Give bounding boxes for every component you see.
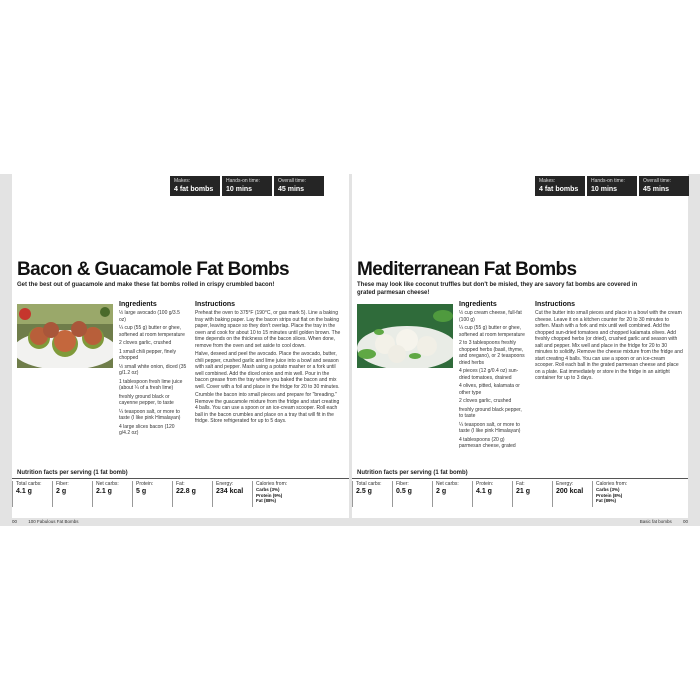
recipe-meta — [535, 176, 689, 196]
nutrition-cell — [392, 481, 432, 507]
ingredient-item: ¼ cup (55 g) butter or ghee, softened at room temperature — [459, 325, 525, 338]
nutrition-value: 2 g — [436, 488, 447, 495]
nutrition-value: 2.5 g — [356, 488, 372, 495]
recipe-photo — [17, 304, 113, 368]
bacon-guacamole-photo — [17, 304, 113, 368]
page-number-right: 00 — [682, 519, 688, 524]
nutrition-cell — [472, 481, 512, 507]
book-spread — [0, 174, 700, 526]
nutrition-label: Total carbs: — [16, 481, 42, 487]
hands-on-label: Hands-on time: — [591, 178, 625, 184]
ingredient-item: ¼ teaspoon salt, or more to taste (I like pink Himalayan) — [459, 421, 521, 434]
nutrition-cell — [352, 481, 392, 507]
recipe-subtitle: These may look like coconut truffles but don't be misled, they are savory fat bombs are covered in grated parmesan cheese! — [357, 282, 638, 296]
overall-value: 45 mins — [643, 186, 670, 193]
calories-from-protein: Protein (9%) — [256, 492, 283, 498]
instructions-heading: Instructions — [195, 301, 236, 308]
overall-box — [639, 176, 689, 196]
instructions-heading: Instructions — [535, 301, 576, 308]
nutrition-label: Fat: — [176, 481, 185, 487]
makes-value: 4 fat bombs — [539, 186, 579, 193]
ingredient-item: freshly ground black or cayenne pepper, to taste — [119, 393, 174, 406]
instructions-section — [195, 301, 343, 427]
nutrition-value: 2.1 g — [96, 488, 112, 495]
nutrition-label: Net carbs: — [436, 481, 459, 487]
nutrition-label: Protein: — [476, 481, 494, 487]
nutrition-value: 22.8 g — [176, 488, 196, 495]
calories-from-carbs: Carbs (3%) — [256, 487, 280, 492]
nutrition-label: Net carbs: — [96, 481, 119, 487]
recipe-subtitle: Get the best out of guacamole and make these fat bombs rolled in crispy crumbled bacon! — [17, 282, 275, 288]
nutrition-cell — [432, 481, 472, 507]
instruction-paragraph: Cut the butter into small pieces and place in a bowl with the cream cheese. Leave it on a kitchen counter for 20 to 30 minutes to soften. Mash with a fork and mix until well combined. Add the chopped sun-dried tomatoes and chopped kalamata olives. Add freshly chopped herbs (or dried), crushed garlic and season with salt and pepper. Mix well and place in the fridge for 20 to 30 minutes to solidify. Remove the cheese mixture from the fridge and start creating 4 balls. You can use a spoon or an ice-cream scooper. Roll each ball in the grated parmesan cheese and place on a plate. Eat immediately or store in the fridge in an airtight container for up to 3 days. — [535, 310, 683, 381]
recipe-photo — [357, 304, 453, 368]
calories-from-protein: Protein (8%) — [596, 492, 623, 498]
nutrition-cell — [552, 481, 592, 507]
nutrition-label: Total carbs: — [356, 481, 382, 487]
ingredients-section — [459, 301, 527, 452]
ingredients-heading: Ingredients — [119, 301, 157, 308]
nutrition-heading: Nutrition facts per serving (1 fat bomb) — [17, 470, 128, 476]
nutrition-heading: Nutrition facts per serving (1 fat bomb) — [357, 470, 468, 476]
overall-box — [274, 176, 324, 196]
ingredient-item: ½ small white onion, diced (35 g/1.2 oz) — [119, 363, 187, 376]
right-page — [352, 174, 688, 518]
nutrition-value: 234 kcal — [216, 488, 244, 495]
ingredient-item: ¼ cup (55 g) butter or ghee, softened at room temperature — [119, 325, 185, 338]
hands-on-box — [222, 176, 272, 196]
recipe-title: Mediterranean Fat Bombs — [357, 259, 577, 280]
calories-from-fat: Fat (88%) — [256, 498, 277, 504]
makes-label: Makes: — [174, 178, 191, 184]
ingredient-item: ½ cup cream cheese, full-fat (100 g) — [459, 310, 522, 323]
book-title-footer: 100 Fabulous Fat Bombs — [28, 519, 79, 524]
hands-on-label: Hands-on time: — [226, 178, 260, 184]
footer-right — [640, 518, 688, 526]
instructions-section — [535, 301, 683, 384]
ingredient-item: ¼ teaspoon salt, or more to taste (I like pink Himalayan) — [119, 408, 181, 421]
footer-left — [12, 518, 79, 526]
nutrition-value: 4.1 g — [16, 488, 32, 495]
overall-label: Overall time: — [278, 178, 307, 184]
instruction-paragraph: Halve, deseed and peel the avocado. Place the avocado, butter, chili pepper, crushed garlic and lime juice into a bowl and season with salt and pepper. Mash using a potato masher or a fork until well combined. Add the diced onion and mix well. Pour in the bacon grease from the tray where you baked the bacon and mix well. Cover with a foil and place in the fridge for 20 to 30 minutes. — [195, 351, 340, 390]
ingredient-item: 4 large slices bacon (120 g/4.2 oz) — [119, 423, 175, 436]
nutrition-table — [12, 481, 322, 507]
nutrition-cell — [212, 481, 252, 507]
nutrition-cell — [52, 481, 92, 507]
instruction-paragraph: Crumble the bacon into small pieces and prepare for "breading." Remove the guacamole mixture from the fridge and start creating 4 balls. You can use a spoon or an ice-cream scooper. Roll each ball in the bacon crumbles and place on a tray that will fit in the fridge. Store refrigerated for up to 5 days. — [195, 392, 340, 424]
calories-from-label: Calories from: — [596, 481, 628, 487]
nutrition-cell — [512, 481, 552, 507]
overall-value: 45 mins — [278, 186, 305, 193]
nutrition-value: 200 kcal — [556, 488, 584, 495]
nutrition-label: Fiber: — [56, 481, 69, 487]
calories-from-carbs: Carbs (3%) — [596, 487, 620, 492]
overall-label: Overall time: — [643, 178, 672, 184]
nutrition-divider — [12, 478, 349, 479]
nutrition-cell — [12, 481, 52, 507]
ingredient-item: 1 tablespoon fresh lime juice (about ¼ of a fresh lime) — [119, 378, 183, 391]
makes-box — [535, 176, 585, 196]
ingredient-item: 4 tablespoons (20 g) parmesan cheese, grated — [459, 436, 516, 449]
makes-value: 4 fat bombs — [174, 186, 214, 193]
ingredient-item: 1 small chili pepper, finely chopped — [119, 348, 176, 361]
calories-from-fat: Fat (89%) — [596, 498, 617, 504]
recipe-title: Bacon & Guacamole Fat Bombs — [17, 259, 290, 280]
nutrition-value: 5 g — [136, 488, 147, 495]
hands-on-box — [587, 176, 637, 196]
nutrition-value: 2 g — [56, 488, 67, 495]
page-number-left: 00 — [12, 519, 18, 524]
calories-from-cell — [592, 481, 662, 507]
nutrition-table — [352, 481, 662, 507]
nutrition-cell — [172, 481, 212, 507]
nutrition-label: Fat: — [516, 481, 525, 487]
ingredients-heading: Ingredients — [459, 301, 497, 308]
makes-label: Makes: — [539, 178, 556, 184]
ingredient-item: 4 olives, pitted, kalamata or other type — [459, 383, 520, 396]
nutrition-label: Fiber: — [396, 481, 409, 487]
nutrition-divider — [352, 478, 688, 479]
calories-from-label: Calories from: — [256, 481, 288, 487]
makes-box — [170, 176, 220, 196]
ingredient-item: ½ large avocado (100 g/3.5 oz) — [119, 310, 180, 323]
ingredients-section — [119, 301, 187, 439]
hands-on-value: 10 mins — [591, 186, 618, 193]
nutrition-label: Energy: — [216, 481, 234, 487]
ingredient-item: 4 pieces (12 g/0.4 oz) sun-dried tomatoes, drained — [459, 368, 519, 381]
ingredient-item: freshly ground black pepper, to taste — [459, 406, 522, 419]
ingredient-item: 2 cloves garlic, crushed — [119, 340, 172, 346]
nutrition-label: Energy: — [556, 481, 574, 487]
mediterranean-photo — [357, 304, 453, 368]
hands-on-value: 10 mins — [226, 186, 253, 193]
nutrition-label: Protein: — [136, 481, 154, 487]
calories-from-cell — [252, 481, 322, 507]
nutrition-cell — [132, 481, 172, 507]
chapter-title-footer: Basic fat bombs — [639, 519, 672, 524]
recipe-meta — [170, 176, 324, 196]
nutrition-value: 21 g — [516, 488, 531, 495]
ingredient-item: 2 to 3 tablespoons freshly chopped herbs (basil, thyme, and oregano), or 2 teaspoons dried herbs — [459, 340, 525, 366]
ingredient-item: 2 cloves garlic, crushed — [459, 398, 512, 404]
nutrition-value: 0.5 g — [396, 488, 412, 495]
nutrition-value: 4.1 g — [476, 488, 492, 495]
instruction-paragraph: Preheat the oven to 375°F (190°C, or gas mark 5). Line a baking tray with baking paper. Lay the bacon strips out flat on the baking paper, leaving space so they don't overlap. Place the tray in the oven and cook for about 10 to 15 minutes until golden brown. The time depends on the thickness of the bacon slices. When done, remove from the oven and set aside to cool down. — [195, 310, 341, 349]
left-page — [12, 174, 349, 518]
nutrition-cell — [92, 481, 132, 507]
